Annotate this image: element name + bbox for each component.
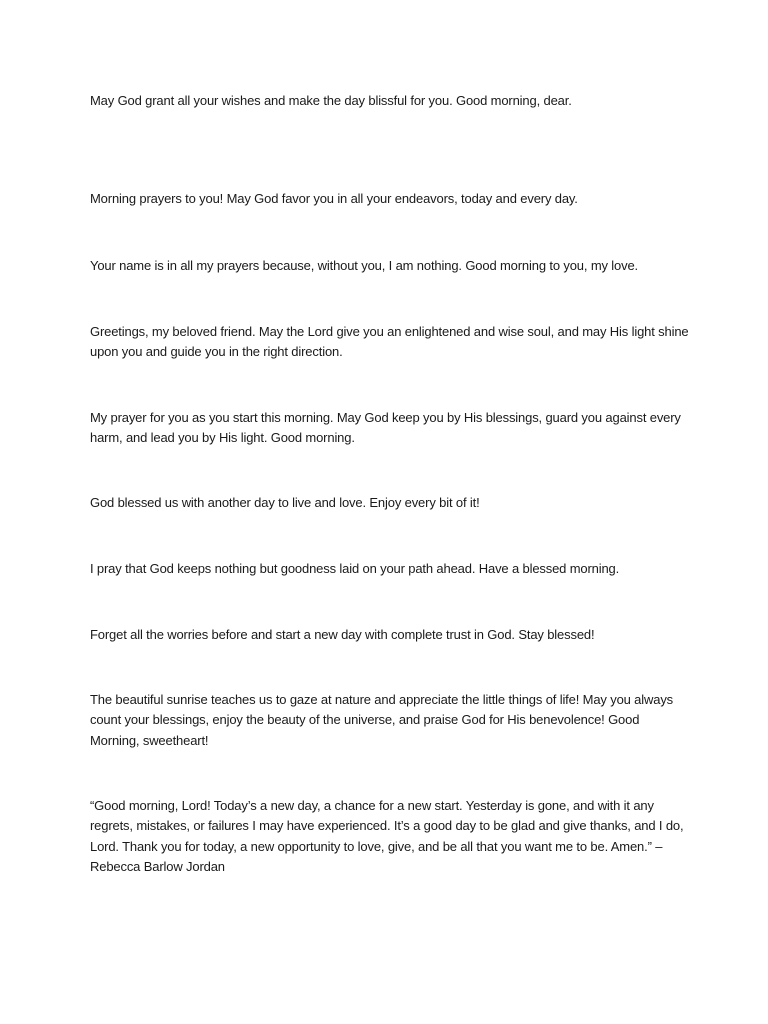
paragraph-quote-rebecca-barlow-jordan: “Good morning, Lord! Today’s a new day, a chance for a new start. Yesterday is gone, and with it any regrets, mistakes, or failures I may have experienced. It’s a good day to be glad and give thanks, and I do, Lord. Thank you for today, a new opportunity to love, give, and be all that you want me to be. Amen.” – Rebecca Barlow Jordan [90, 798, 684, 874]
paragraph-my-prayer: My prayer for you as you start this morning. May God keep you by His blessings, guard you against every harm, and lead you by His light. Good morning. [90, 410, 681, 446]
paragraph-your-name: Your name is in all my prayers because, without you, I am nothing. Good morning to you, my love. [90, 258, 639, 273]
paragraph-forget-worries: Forget all the worries before and start a new day with complete trust in God. Stay blessed! [90, 627, 595, 642]
paragraph-goodness-path: I pray that God keeps nothing but goodness laid on your path ahead. Have a blessed morning. [90, 561, 620, 576]
paragraph-beautiful-sunrise: The beautiful sunrise teaches us to gaze at nature and appreciate the little things of life! May you always count your blessings, enjoy the beauty of the universe, and praise God for His benevolence! Good Morning, sweetheart! [90, 692, 674, 748]
paragraph-blissful-day: May God grant all your wishes and make the day blissful for you. Good morning, dear. [90, 93, 572, 108]
paragraph-another-day: God blessed us with another day to live and love. Enjoy every bit of it! [90, 495, 480, 510]
paragraph-greetings-friend: Greetings, my beloved friend. May the Lord give you an enlightened and wise soul, and may His light shine upon you and guide you in the right direction. [90, 324, 689, 360]
paragraph-morning-prayers: Morning prayers to you! May God favor you in all your endeavors, today and every day. [90, 191, 578, 206]
